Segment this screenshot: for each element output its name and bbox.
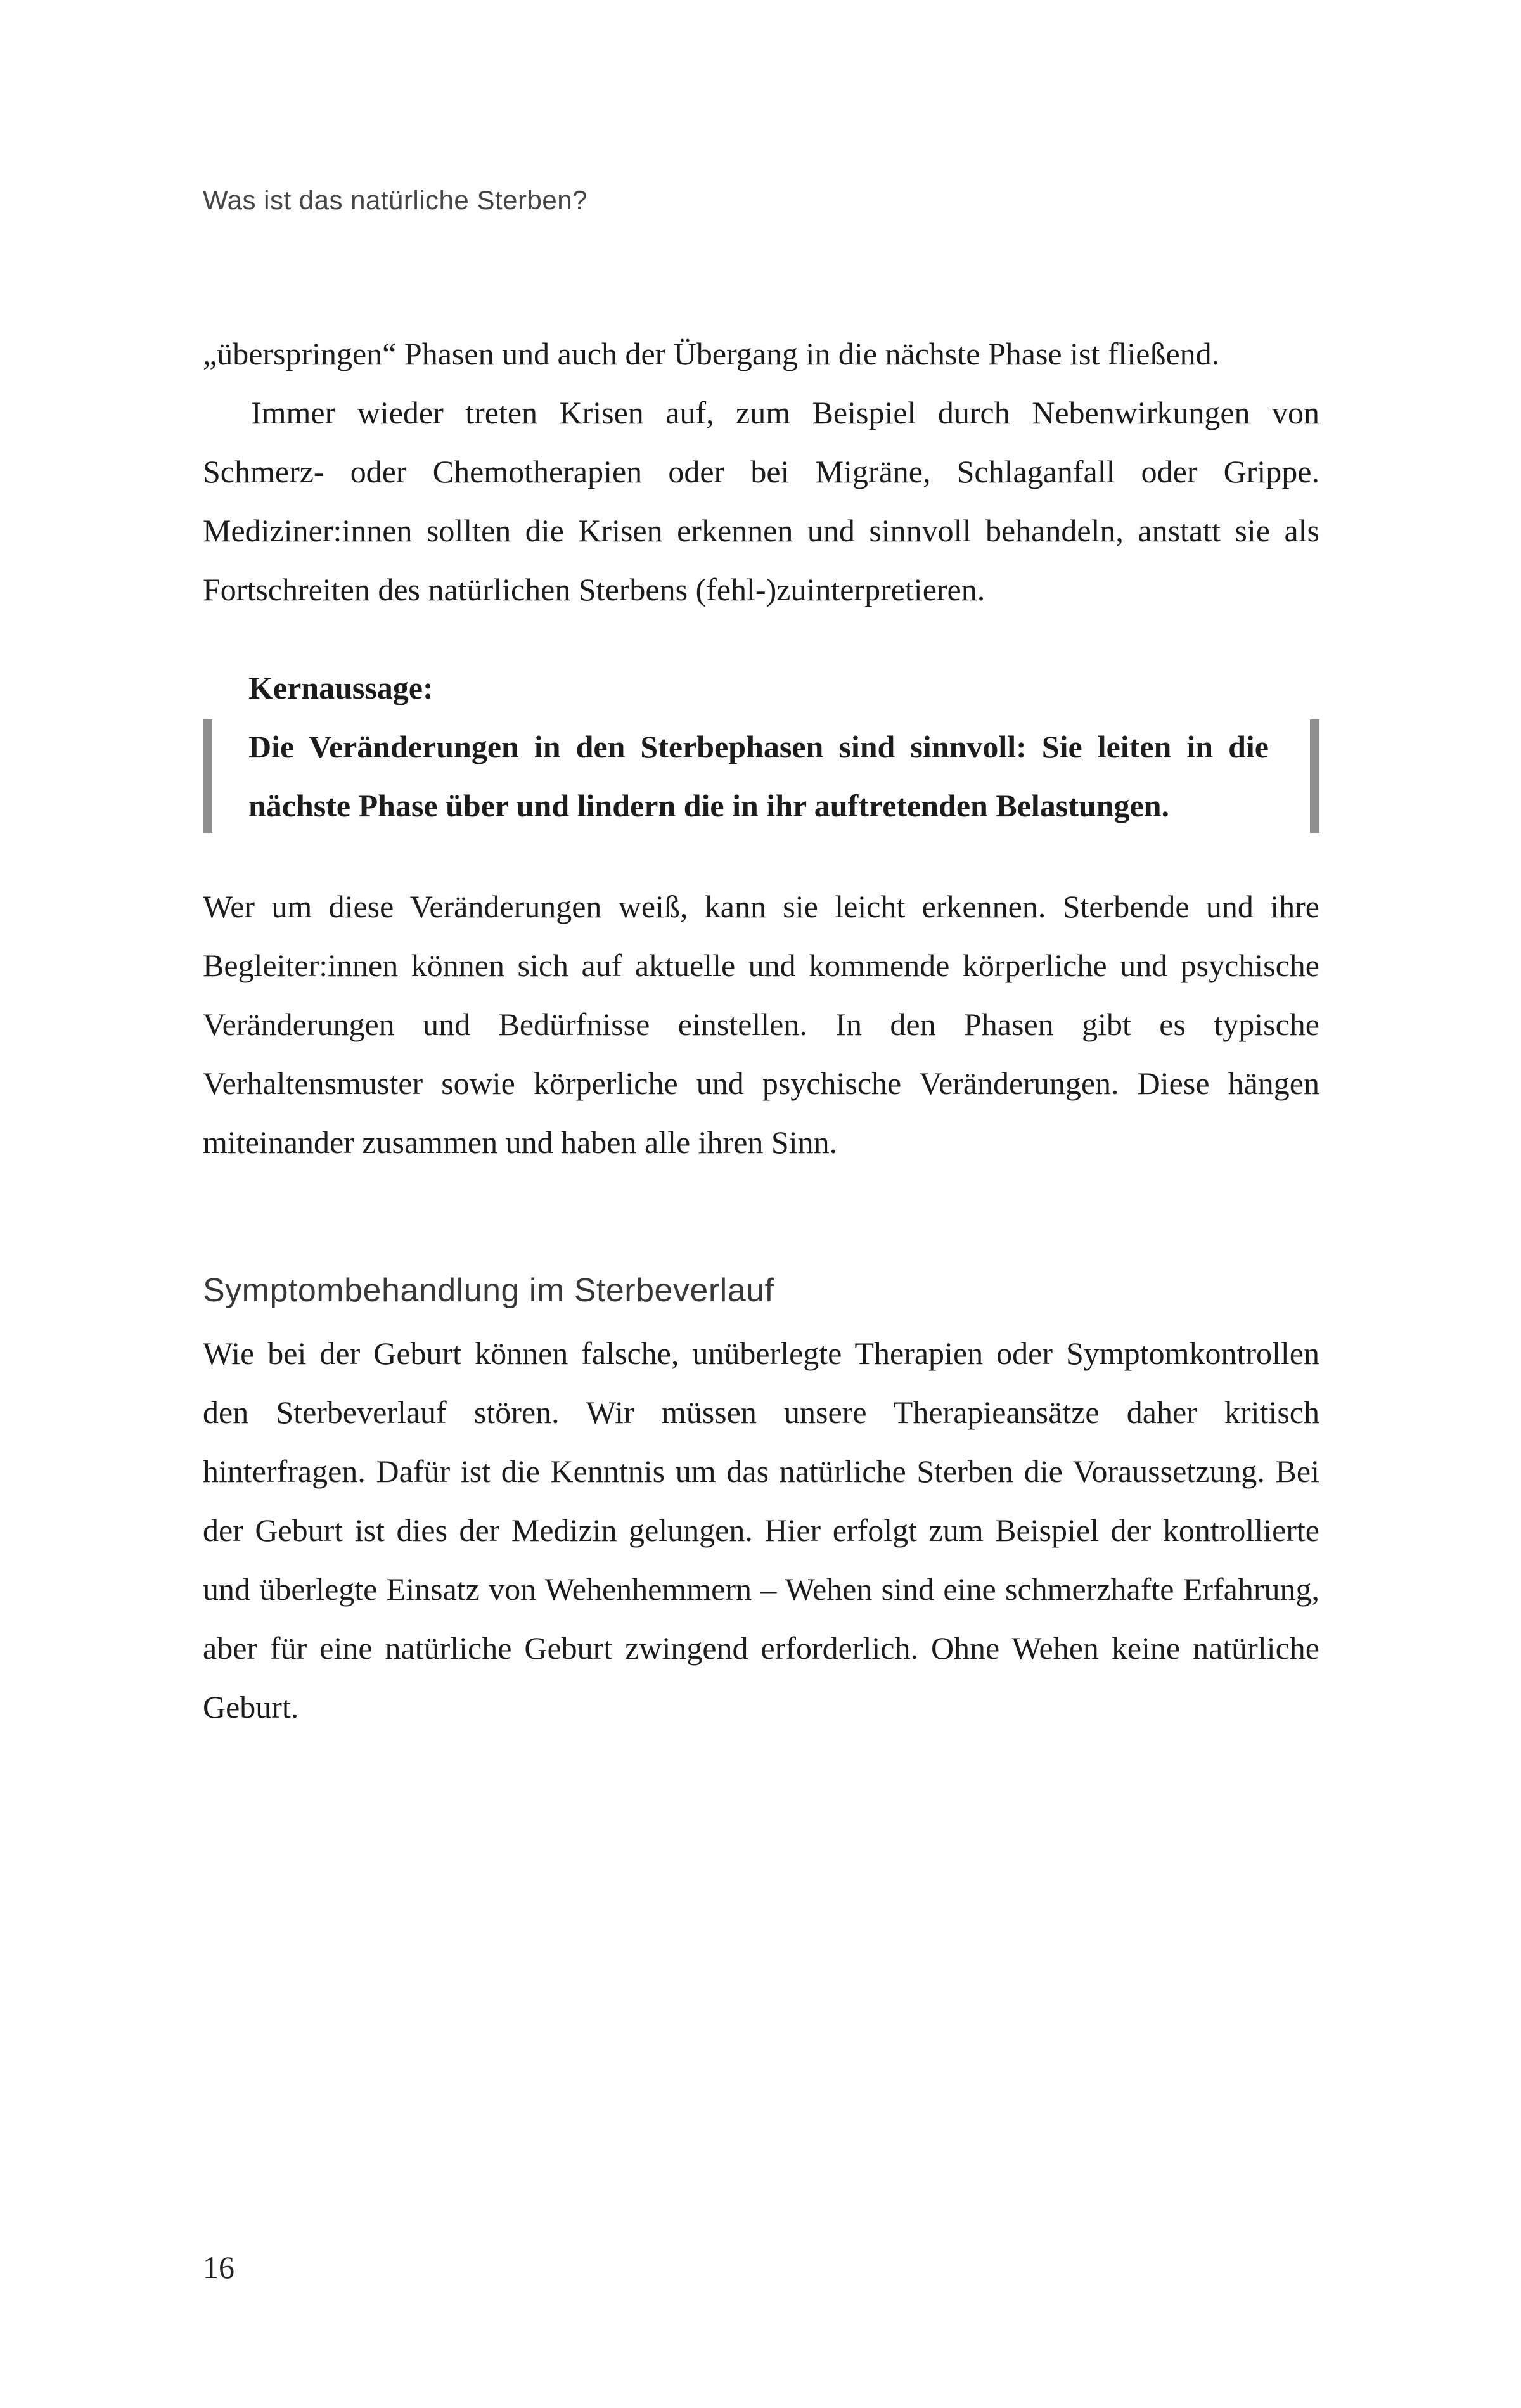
key-message-box	[203, 659, 1319, 835]
running-head: Was ist das natürliche Sterben?	[203, 185, 587, 215]
paragraph-veraenderungen: Wer um diese Veränderungen weiß, kann sie leicht erkennen. Sterbende und ihre Begleiter:innen können sich auf aktuelle und kommende körperliche und psychische Veränderungen und Bedürfnisse einstellen. In den Phasen gibt es typische Verhaltensmuster sowie körperliche und psychische Veränderungen. Diese hängen miteinander zusammen und haben alle ihren Sinn.	[203, 889, 1319, 1160]
body-text-block	[203, 325, 1319, 1737]
key-message-text: Die Veränderungen in den Sterbephasen sind sinnvoll: Sie leiten in die nächste Phase über und lindern die in ihr auftretenden Belastungen.	[248, 729, 1269, 823]
page-number: 16	[203, 2250, 234, 2285]
key-message-title: Kernaussage:	[248, 670, 433, 705]
paragraph-krisen: Immer wieder treten Krisen auf, zum Beispiel durch Nebenwirkungen von Schmerz- oder Chemotherapien oder bei Migräne, Schlaganfall oder Grippe. Mediziner:innen sollten die Krisen erkennen und sinnvoll behandeln, anstatt sie als Fortschreiten des natürlichen Sterbens (fehl-)zuinterpretieren.	[203, 395, 1319, 607]
section-heading: Symptombehandlung im Sterbeverlauf	[203, 1272, 774, 1309]
key-message-bar-left	[203, 719, 212, 833]
paragraph-symptombehandlung: Wie bei der Geburt können falsche, unüberlegte Therapien oder Symptomkontrollen den Sterbeverlauf stören. Wir müssen unsere Therapieansätze daher kritisch hinterfragen. Dafür ist die Kenntnis um das natürliche Sterben die Voraussetzung. Bei der Geburt ist dies der Medizin gelungen. Hier erfolgt zum Beispiel der kontrollierte und überlegte Einsatz von Wehenhemmern – Wehen sind eine schmerzhafte Erfahrung, aber für eine natürliche Geburt zwingend erforderlich. Ohne Wehen keine natürliche Geburt.	[203, 1336, 1319, 1725]
key-message-bar-right	[1310, 719, 1319, 833]
paragraph-continuation: „überspringen“ Phasen und auch der Übergang in die nächste Phase ist fließend.	[203, 336, 1220, 371]
key-message-content	[248, 659, 1269, 835]
